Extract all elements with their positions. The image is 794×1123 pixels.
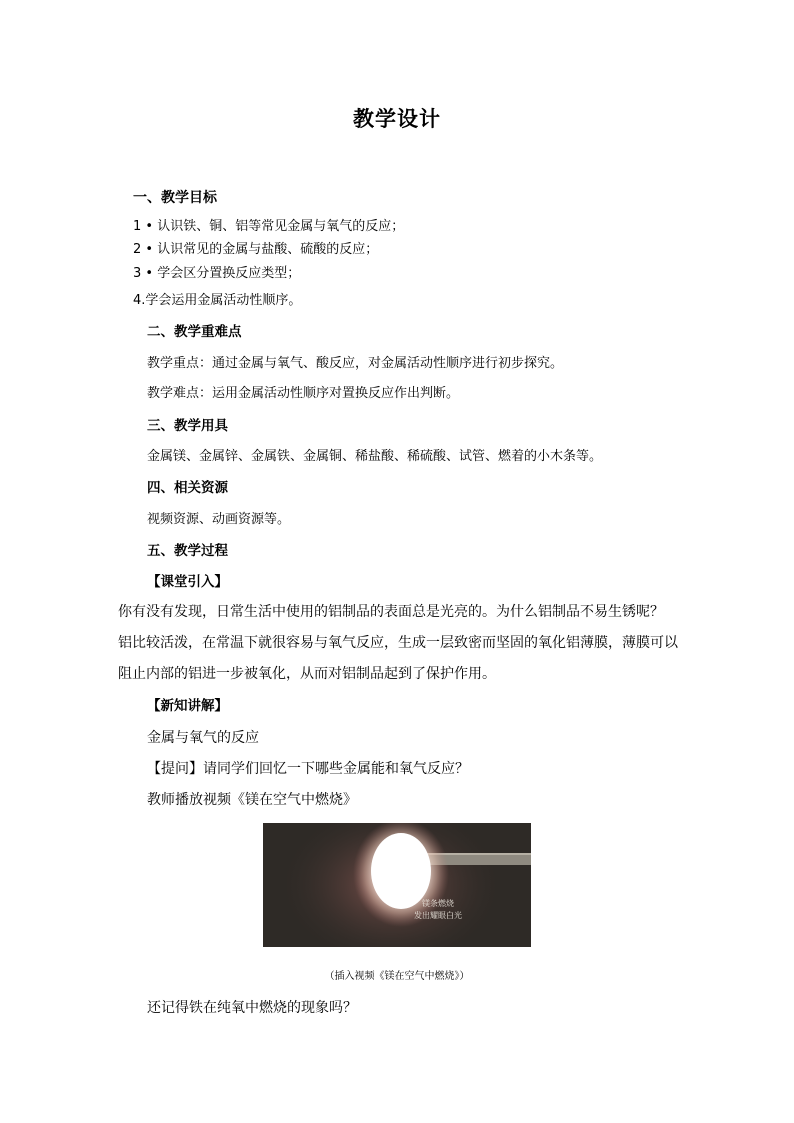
tools-text: 金属镁、金属锌、金属铁、金属铜、稀盐酸、稀硫酸、试管、燃着的小木条等。 [147,449,603,464]
objectives-heading: 一、教学目标 [133,190,217,206]
process-heading: 五、教学过程 [147,543,228,559]
resources-heading: 四、相关资源 [147,480,228,496]
objective-item-2: 2 • 认识常见的金属与盐酸、硫酸的反应； [133,242,379,257]
teaching-focus: 教学重点：通过金属与氧气、酸反应，对金属活动性顺序进行初步探究。 [147,356,564,371]
topic-text: 金属与氧气的反应 [147,730,259,746]
intro-line-2: 铝比较活泼，在常温下就很容易与氧气反应，生成一层致密而坚固的氧化铝薄膜，薄膜可以 [118,635,678,651]
video-caption: （插入视频《镁在空气中燃烧》） [324,971,470,982]
objective-item-4: 4.学会运用金属活动性顺序。 [133,293,302,308]
video-overlay-line-1: 镁条燃烧 [422,899,454,908]
intro-line-3: 阻止内部的铝进一步被氧化，从而对铝制品起到了保护作用。 [118,666,496,682]
key-points-heading: 二、教学重难点 [147,324,242,340]
video-thumbnail[interactable] [263,823,531,947]
objective-item-1: 1 • 认识铁、铜、铝等常见金属与氧气的反应； [133,219,405,234]
teaching-difficulty: 教学难点：运用金属活动性顺序对置换反应作出判断。 [147,386,460,401]
followup-question: 还记得铁在纯氧中燃烧的现象吗？ [147,1000,357,1016]
magnesium-burning-image [263,823,531,947]
video-overlay-line-2: 发出耀眼白光 [414,911,462,920]
new-knowledge-label: 【新知讲解】 [147,698,228,714]
tools-heading: 三、教学用具 [147,418,228,434]
question-text: 【提问】请同学们回忆一下哪些金属能和氧气反应？ [147,761,469,777]
page-title: 教学设计 [353,107,441,131]
video-play-text: 教师播放视频《镁在空气中燃烧》 [147,792,357,808]
resources-text: 视频资源、动画资源等。 [147,512,291,527]
objective-item-3: 3 • 学会区分置换反应类型； [133,266,301,281]
intro-label: 【课堂引入】 [147,574,228,590]
intro-line-1: 你有没有发现，日常生活中使用的铝制品的表面总是光亮的。为什么铝制品不易生锈呢？ [118,604,664,620]
